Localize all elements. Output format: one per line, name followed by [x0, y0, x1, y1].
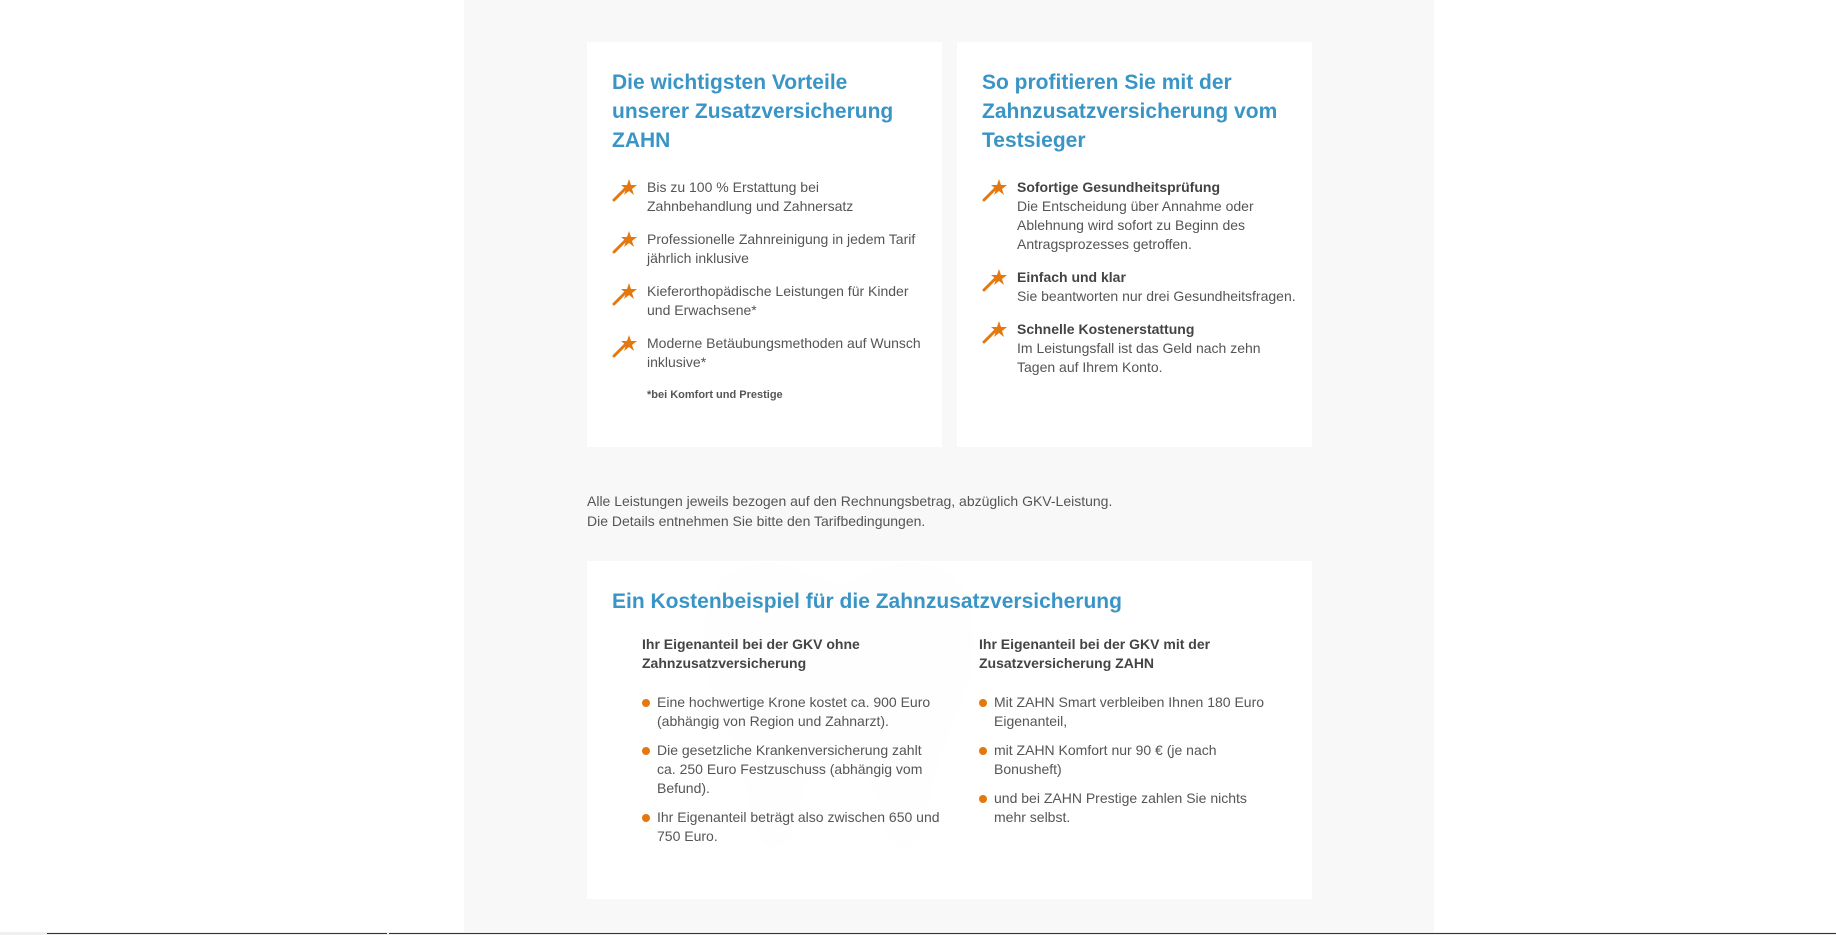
cost-item-text: Die gesetzliche Krankenversicherung zahlt ca. 250 Euro Festzuschuss (abhängig vom Befund). [657, 742, 923, 796]
profit-item-text: Sie beantworten nur drei Gesundheitsfragen. [1017, 288, 1296, 304]
cost-example-title: Ein Kostenbeispiel für die Zahnzusatzversicherung [612, 590, 1122, 613]
content-panel [464, 0, 1434, 935]
profit-list [982, 178, 1297, 391]
bullet-dot-icon [979, 747, 987, 755]
bottom-divider-segment [389, 933, 1836, 934]
benefits-list [612, 178, 927, 386]
benefit-text: Moderne Betäubungsmethoden auf Wunsch inklusive* [647, 335, 921, 370]
cost-item [642, 693, 942, 731]
conditions-note-line1: Alle Leistungen jeweils bezogen auf den Rechnungsbetrag, abzüglich GKV-Leistung. [587, 493, 1113, 509]
cost-column-heading: Ihr Eigenanteil bei der GKV mit der Zusatzversicherung ZAHN [979, 636, 1211, 671]
bullet-dot-icon [642, 814, 650, 822]
cost-item [642, 808, 942, 846]
bullet-dot-icon [979, 699, 987, 707]
star-wand-icon [612, 334, 638, 360]
benefit-item [612, 178, 927, 216]
cost-column-heading: Ihr Eigenanteil bei der GKV ohne Zahnzusatzversicherung [642, 636, 860, 671]
benefit-text: Bis zu 100 % Erstattung bei Zahnbehandlung und Zahnersatz [647, 179, 854, 214]
benefit-item [612, 230, 927, 268]
cost-list-with [979, 693, 1279, 827]
conditions-note [587, 491, 1287, 531]
cost-item [979, 693, 1279, 731]
cost-item-text: Eine hochwertige Krone kostet ca. 900 Euro (abhängig von Region und Zahnarzt). [657, 694, 931, 729]
cost-list-without [642, 693, 942, 846]
benefits-footnote: *bei Komfort und Prestige [647, 389, 783, 401]
benefit-item [612, 282, 927, 320]
benefits-card [587, 42, 942, 447]
profit-item-text: Im Leistungsfall ist das Geld nach zehn Tagen auf Ihrem Konto. [1017, 340, 1261, 375]
cost-item-text: Ihr Eigenanteil beträgt also zwischen 650 und 750 Euro. [657, 809, 940, 844]
profit-item-heading: Sofortige Gesundheitsprüfung [1017, 179, 1220, 195]
benefit-text: Kieferorthopädische Leistungen für Kinder und Erwachsene* [647, 283, 909, 318]
cost-item-text: mit ZAHN Komfort nur 90 € (je nach Bonusheft) [994, 742, 1217, 777]
profit-item-heading: Schnelle Kostenerstattung [1017, 321, 1195, 337]
cost-column-without [642, 635, 942, 856]
cost-item [979, 789, 1279, 827]
profit-item [982, 268, 1297, 306]
cost-item-text: und bei ZAHN Prestige zahlen Sie nichts mehr selbst. [994, 790, 1247, 825]
bullet-dot-icon [642, 747, 650, 755]
conditions-note-line2: Die Details entnehmen Sie bitte den Tarifbedingungen. [587, 513, 926, 529]
profit-title: So profitieren Sie mit der Zahnzusatzversicherung vom Testsieger [982, 71, 1278, 152]
star-wand-icon [982, 268, 1008, 294]
bullet-dot-icon [642, 699, 650, 707]
profit-item-heading: Einfach und klar [1017, 269, 1126, 285]
cost-example-card [587, 561, 1312, 899]
star-wand-icon [982, 178, 1008, 204]
bottom-divider-segment [47, 933, 387, 934]
profit-item-text: Die Entscheidung über Annahme oder Ablehnung wird sofort zu Beginn des Antragsprozesses getroffen. [1017, 198, 1254, 252]
benefit-text: Professionelle Zahnreinigung in jedem Tarif jährlich inklusive [647, 231, 916, 266]
bullet-dot-icon [979, 795, 987, 803]
profit-item [982, 178, 1297, 254]
star-wand-icon [612, 282, 638, 308]
profit-card [957, 42, 1312, 447]
star-wand-icon [982, 320, 1008, 346]
cost-column-with [979, 635, 1279, 837]
benefits-title: Die wichtigsten Vorteile unserer Zusatzversicherung ZAHN [612, 71, 894, 152]
benefit-item [612, 334, 927, 372]
star-wand-icon [612, 230, 638, 256]
cost-item [979, 741, 1279, 779]
cost-item-text: Mit ZAHN Smart verbleiben Ihnen 180 Euro Eigenanteil, [994, 694, 1265, 729]
profit-item [982, 320, 1297, 377]
star-wand-icon [612, 178, 638, 204]
cost-item [642, 741, 942, 798]
